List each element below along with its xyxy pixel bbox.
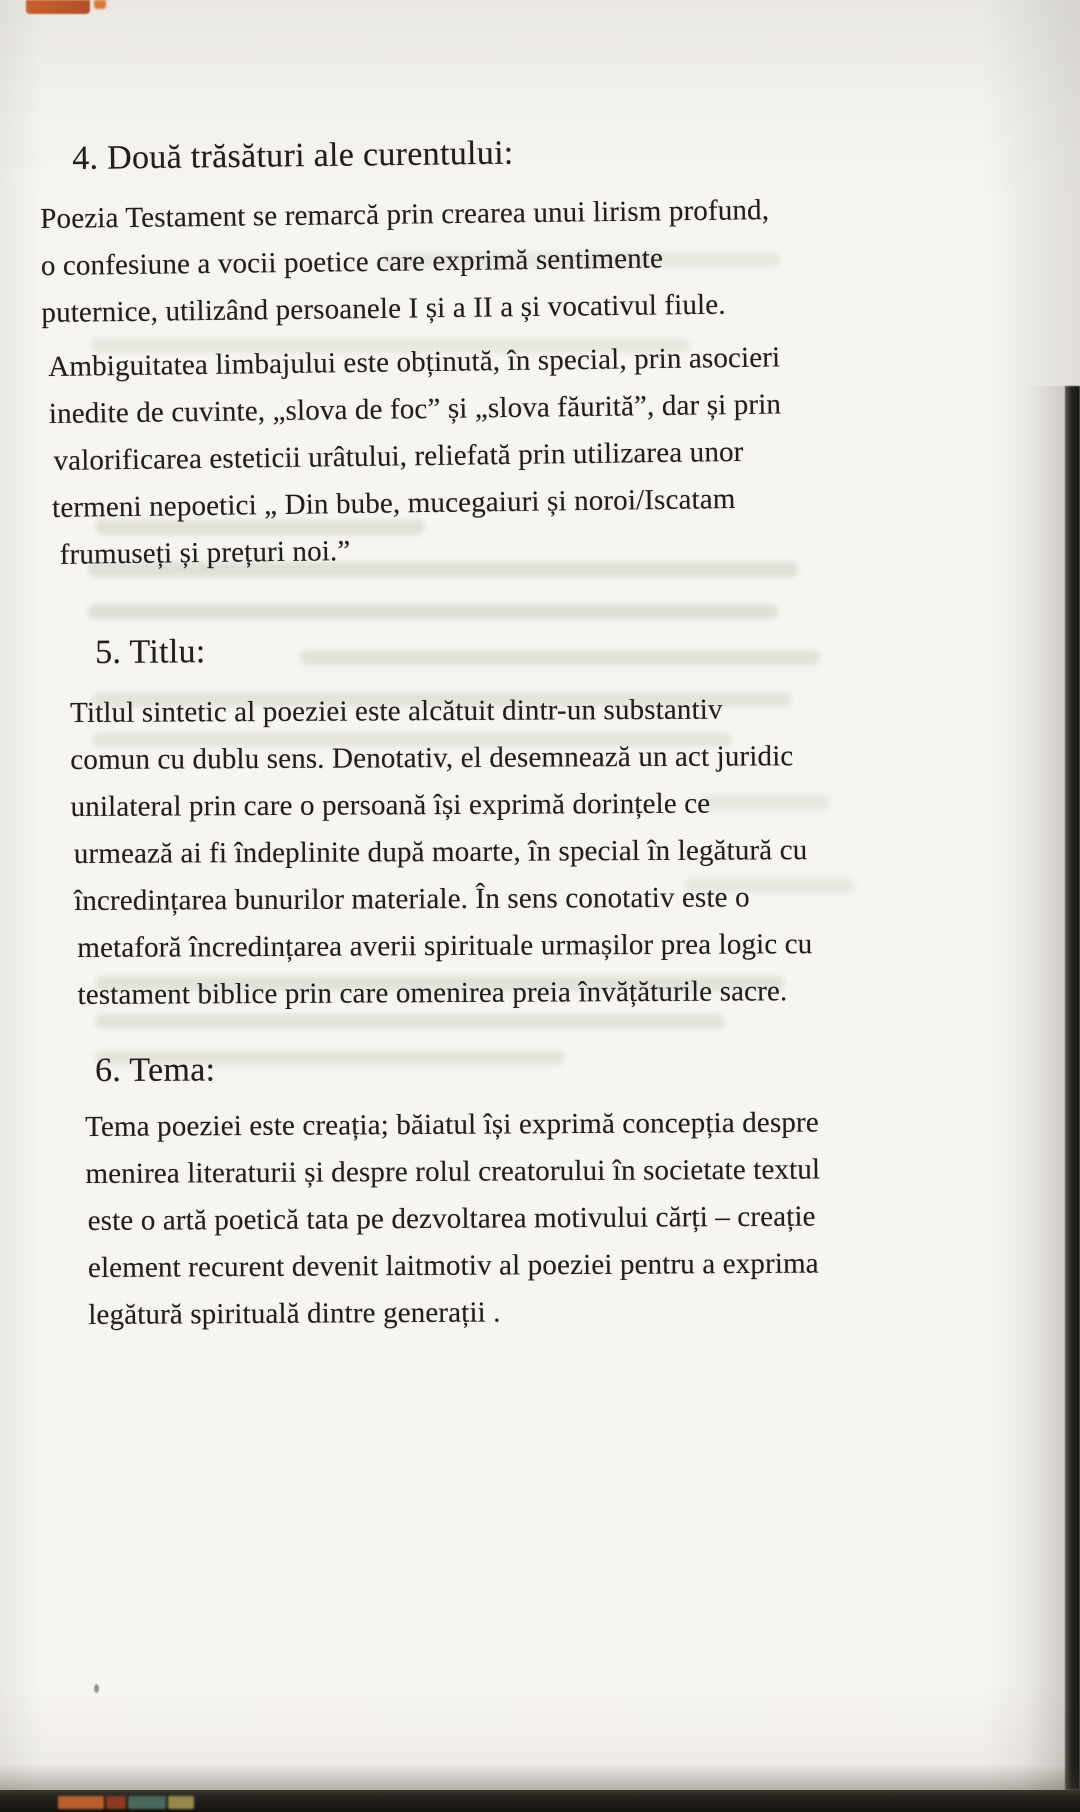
text-line: urmează ai fi îndeplinite după moarte, în special în legătură cu: [73, 834, 808, 870]
scan-debris: [58, 1796, 104, 1809]
paragraph-ambiguitate: [48, 334, 783, 579]
text-line: inedite de cuvinte, „slova de foc” și „slova făurită”, dar și prin: [48, 388, 782, 430]
text-line: Titlul sintetic al poeziei este alcătuit dintr-un substantiv: [70, 693, 723, 729]
scan-corner-mark: [26, 0, 90, 14]
text-line: o confesiune a vocii poetice care exprimă sentimente: [40, 242, 664, 282]
text-line: comun cu dublu sens. Denotativ, el desemnează un act juridic: [70, 740, 794, 776]
bleed-through-line: [88, 604, 778, 619]
paper-edge-shadow: [0, 1764, 1080, 1790]
paragraph-tema: [85, 1100, 821, 1339]
scan-edge-right: [1065, 386, 1080, 1790]
paragraph-lirism: [40, 187, 771, 337]
paper-edge-shadow: [1025, 386, 1065, 1790]
scan-debris: [106, 1796, 126, 1809]
scan-debris: [128, 1796, 166, 1809]
text-line: frumuseți și prețuri noi.”: [59, 535, 351, 571]
bleed-through-line: [300, 650, 820, 665]
text-line: legătură spirituală dintre generații .: [88, 1296, 501, 1331]
text-line: testament biblice prin care omenirea preia învățăturile sacre.: [77, 975, 788, 1011]
text-line: unilateral prin care o persoană își exprimă dorințele ce: [70, 787, 711, 823]
section-heading-6: 6. Tema:: [95, 1051, 216, 1089]
text-line: puternice, utilizând persoanele I și a II a și vocativul fiule.: [41, 288, 726, 329]
text-line: Tema poeziei este creația; băiatul își exprimă concepția despre: [85, 1106, 819, 1143]
text-line: element recurent devenit laitmotiv al poeziei pentru a exprima: [87, 1247, 819, 1284]
section-heading-4: 4. Două trăsături ale curentului:: [72, 134, 514, 177]
scan-corner-mark: [94, 0, 106, 9]
text-line: este o artă poetică tata pe dezvoltarea motivului cărți – creație: [87, 1200, 816, 1237]
text-line: valorificarea esteticii urâtului, reliefată prin utilizarea unor: [53, 435, 744, 477]
text-line: termeni nepoetici „ Din bube, mucegaiuri și noroi/Iscatam: [51, 483, 736, 524]
section-heading-5: 5. Titlu:: [95, 633, 206, 671]
scan-speck: [94, 1684, 99, 1693]
text-line: încredințarea bunurilor materiale. În sens conotativ este o: [74, 881, 750, 917]
text-line: Ambiguitatea limbajului este obținută, în special, prin asocieri: [48, 341, 781, 383]
text-line: Poezia Testament se remarcă prin crearea unui lirism profund,: [40, 194, 770, 235]
paragraph-titlu: [70, 686, 813, 1019]
scan-debris: [168, 1796, 194, 1809]
text-line: menirea literaturii și despre rolul creatorului în societate textul: [85, 1153, 821, 1190]
scan-edge-bottom: [0, 1790, 1080, 1812]
text-line: metaforă încredințarea averii spirituale urmașilor prea logic cu: [77, 928, 813, 964]
